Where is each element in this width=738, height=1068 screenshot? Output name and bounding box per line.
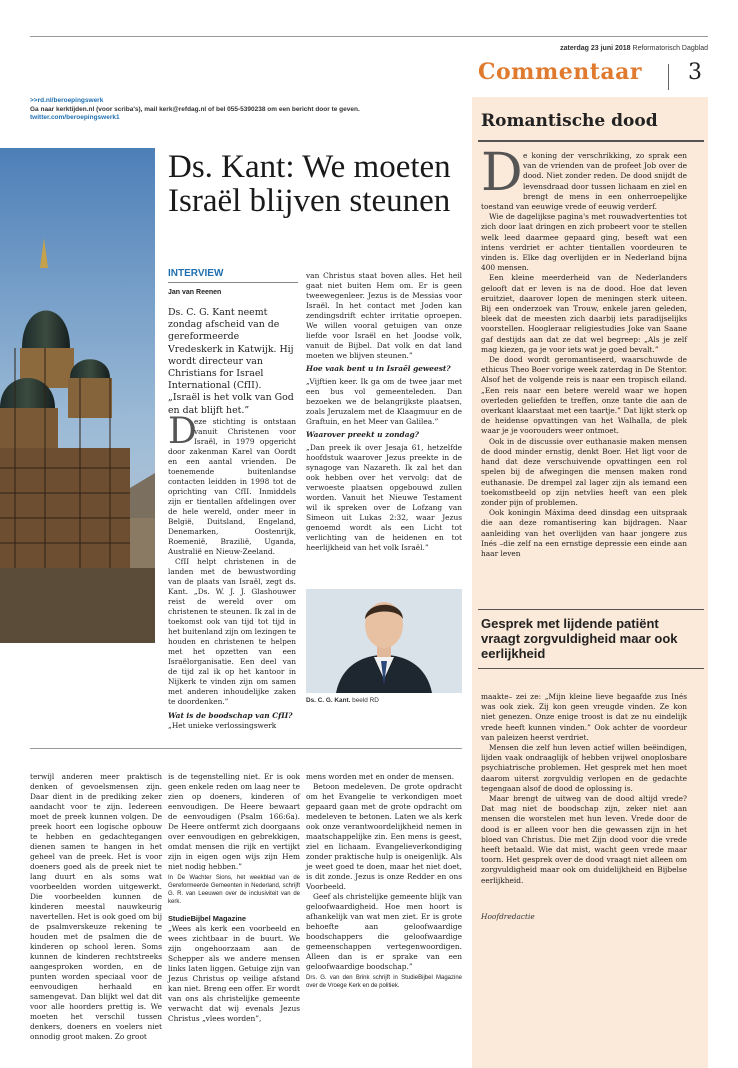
commentary-paragraph: Ook in de discussie over euthanasie maken mensen de dood minder ernstig, denkt Boer. Het ligt voor de hand dat deze verschuivende opvattingen een rol spelen bij de afwegingen die mensen maken rond euthanasie. De drempel zal lager zijn als iemand een toekomstbeeld op zijn netvlies heeft van een plek zonder pijn of problemen. <box>481 436 687 507</box>
commentary-paragraph: Ook koningin Máxima deed dinsdag een uitspraak die aan deze romantisering kan bijdragen. Naar aanleiding van het overlijden van haar jongere zus Inés –die zelf na een ernstige depressie een einde aan haar leven <box>481 508 687 558</box>
byline: Jan van Reenen <box>168 289 222 296</box>
commentary-paragraph: Mensen die zelf hun leven actief willen beëindigen, lijden vaak ondraaglijk of hebben vrijwel onoplosbare psychiatrische problemen. Het gesprek met hen moet daarom uiterst zorgvuldig verlopen en de gedachte tegengaan alsof de dood de oplossing is. <box>481 743 687 793</box>
col1-paragraph: eze stichting is ontstaan vanuit Christenen voor Israël, in 1979 opgericht door zakenman Karel van Oordt en een aantal vrienden. De toenemende buitenlandse contacten leidden in 1998 tot de oprichting van CfII. Inmiddels zijn er tientallen afdelingen over de hele wereld, onder meer in België, Duitsland, Engeland, Denemarken, Oostenrijk, Roemenië, Brazilië, Uganda, Australië en Nieuw-Zeeland. <box>168 417 296 556</box>
col2-paragraph: van Christus staat boven alles. Het heil gaat niet buiten Hem om. Er is geen tweewegenleer. Jezus is de Messias voor Israël. In het contact met Joden kan zendingsdrift echter irritatie oproepen. We willen vooral getuigen van onze liefde voor Israël en het Joodse volk, vanuit de Bijbel. Dat volk en dat land moeten we blijven steunen.” <box>306 271 462 360</box>
caption-name: Ds. C. G. Kant. <box>306 697 351 704</box>
col2-paragraph: „Dan preek ik over Jesaja 61, hetzelfde hoofdstuk waarover Jezus preekte in de synagoge van Nazareth. Ik zal het dan ook hebben over het vervolg: dat de verwoeste plaatsen opgebouwd zullen worden. Vanuit het Nieuwe Testament wil ik spreken over de Lofzang van Simeon uit Lukas 2:32, waar Jezus genoemd wordt als een Licht tot verlichting van de heidenen en tot heerlijkheid van het volk Israël.” <box>306 443 462 552</box>
bottom-paragraph: „Wees als kerk een voorbeeld en wees zichtbaar in de buurt. We zijn ongehoorzaam aan de Schepper als we andere mensen links laten liggen. Getuige zijn van Jezus Christus op veilige afstand kan niet. Breng een offer. Er wordt van ons als christelijke gemeente verwacht dat wij evenals Jezus Christus „vlees worden”, <box>168 924 300 1023</box>
commentary-paragraph: Een kleine meerderheid van de Nederlanders gelooft dat er leven is na de dood. Hoe dat leven eruitziet, daarover lopen de meningen sterk uiteen. Bij een onderzoek van Trouw, enkele jaren geleden, bleek dat de meesten zich daarbij iets paradijselijks voorstellen. Hoogleraar religiestudies Joke van Saane gaf destijds aan dat ze dat wel begreep: „Als je zelf mag kiezen, ga je voor iets wat je goed bevalt.” <box>481 273 687 354</box>
section-separator <box>668 64 669 90</box>
commentary-drop-cap: D <box>481 143 523 203</box>
date: zaterdag 23 juni 2018 <box>560 45 631 52</box>
article-column-2 <box>306 271 462 556</box>
interview-question: Wat is de boodschap van CfII? <box>168 711 293 720</box>
drop-cap: D <box>168 411 197 452</box>
subheading: StudieBijbel Magazine <box>168 914 247 923</box>
commentary-signature: Hoofdredactie <box>481 912 535 921</box>
bottom-paragraph: Geef als christelijke gemeente blijk van geloofwaardigheid. Hoe men hoort is afhankelijk van wat men ziet. Er is grote behoefte aan geloofwaardige boodschappers die geloofwaardige gemeenschappen vertegenwoordigen. Alleen dan is er sprake van een geloofwaardige boodschap.” <box>306 892 462 971</box>
source-note: In De Wachter Sions, het weekblad van de Gereformeerde Gemeenten in Nederland, schrijft G. R. van Leeuwen over de inclusiviteit van de kerk. <box>168 875 300 905</box>
commentary-text-2 <box>481 692 687 886</box>
header-dateline <box>560 45 708 52</box>
bottom-rule <box>30 748 462 749</box>
commentary-text <box>481 143 687 559</box>
bottom-column-1 <box>30 772 162 1042</box>
commentary-paragraph: De dood wordt geromantiseerd, waarschuwde de ethicus Theo Boer vorige week zaterdag in De Stentor. Alsof het de volgende reis is naar een tropisch eiland. „Een reis naar een betere wereld waar we hopen overleden geliefden te treffen, onze tante die aan de overkant klaarstaat met een taartje.” Dat lijkt sterk op de heidense opvattingen van het Walhalla, de plek waar je je voorouders weer ontmoet. <box>481 355 687 436</box>
commentary-paragraph: Maar brengt de uitweg van de dood altijd vrede? Dat mag niet de boodschap zijn, zeker niet aan mensen die worstelen met hun leven. Vrede door de dood is er alleen voor hen die gewassen zijn in het bloed van Christus. Die met Zijn dood voor die vrede heeft betaald. Wie dat mist, wacht geen vrede maar toorn. Het gesprek over de dood vraagt niet alleen om zorgvuldigheid maar ook om duidelijkheid en Bijbelse eerlijkheid. <box>481 794 687 885</box>
church-illustration <box>0 148 155 643</box>
commentary-rule <box>478 609 704 610</box>
bottom-paragraph: mens worden met en onder de mensen. <box>306 772 455 781</box>
twitter-link[interactable]: twitter.com/beroepingswerk1 <box>30 114 120 121</box>
commentary-paragraph: e koning der verschrikking, zo sprak een van de vrienden van de profeet Job over de dood. Niet zonder reden. De dood snijdt de levensdraad door tussen lichaam en ziel en brengt de mens in een onherroepelijke toestand van eeuwige vrede of eeuwig verderf. <box>481 151 687 212</box>
header-rule <box>30 36 708 37</box>
note-text: Ga naar kerktijden.nl (voor scriba's), mail kerk@refdag.nl of bel 055-5390238 om een bericht door te geven. <box>30 105 360 113</box>
rd-link[interactable]: >>rd.nl/beroepingswerk <box>30 97 104 104</box>
paper-name: Reformatorisch Dagblad <box>632 45 708 52</box>
col1-paragraph: „Het unieke verlossingswerk <box>168 721 277 730</box>
commentary-paragraph: maakte– zei ze: „Mijn kleine lieve begaafde zus Inés was ook ziek. Zij kon geen vreugde vinden. Ze kon niet genezen. Onze enige troost is dat ze nu eindelijk vrede heeft kunnen vinden.” Ook achter de voordeur van paleizen heerst verdriet. <box>481 692 687 742</box>
bottom-paragraph: Betoon medeleven. De grote opdracht om het Evangelie te verkondigen moet gepaard gaan met de grote opdracht om medeleven te betonen. Laten we als kerk ook onze verantwoordelijkheid nemen in maatschappelijke zin. Een mens is geest, ziel en lichaam. Evangelieverkondiging zonder praktische hulp is oneigenlijk. Als je weet goed te doen, maar het niet doet, is dit zonde. Jezus is onze Redder en ons Voorbeeld. <box>306 782 462 891</box>
church-photo <box>0 148 155 643</box>
bottom-column-2 <box>168 772 300 1024</box>
interview-label: INTERVIEW <box>168 268 224 279</box>
beroepingswerk-note <box>30 97 450 123</box>
label-rule <box>168 282 298 283</box>
commentary-title: Romantische dood <box>481 111 658 131</box>
col2-paragraph: „Vijftien keer. Ik ga om de twee jaar met een bus vol gemeenteleden. Dan bezoeken we de belangrijkste plaatsen, zoals Jeruzalem met de Klaagmuur en de Graftuin, en het Meer van Galilea.” <box>306 377 462 426</box>
commentary-paragraph: Wie de dagelijkse pagina's met rouwadvertenties tot zich door laat dringen en zich probeert voor te stellen welk leed daarmee gepaard ging, beseft wat een intens verdriet er achter tientallen voordeuren te vinden is. Elke dag overlijden er in Nederland bijna 400 mensen. <box>481 212 687 273</box>
section-title: Commentaar <box>478 59 642 85</box>
commentary-rule <box>478 668 704 669</box>
interview-question: Hoe vaak bent u in Israël geweest? <box>306 364 451 373</box>
col1-paragraph: CfII helpt christenen in de landen met de bewustwording van de plaats van Israël, zegt ds. Kant. „Ds. W. J. J. Glashouwer reist de wereld over om christenen te steunen. Ik zal in de toekomst ook van tijd tot tijd in het buitenland zijn om lezingen te houden en christenen te helpen met het opzetten van een Israëlorganisatie. Een deel van de tijd zal ik op het kantoor in Nijkerk te vinden zijn om samen met anderen inhoudelijke zaken te doordenken.” <box>168 557 296 706</box>
page-number: 3 <box>688 60 702 85</box>
interview-question: Waarover preekt u zondag? <box>306 430 419 439</box>
article-intro: Ds. C. G. Kant neemt zondag afscheid van de gereformeerde Vredeskerk in Katwijk. Hij wordt directeur van Christians for Israel International (CfII). „Israël is het volk van God en dat blijft het.” <box>168 307 294 416</box>
bottom-column-3 <box>306 772 462 998</box>
portrait-photo <box>306 589 462 693</box>
source-note: Drs. G. van den Brink schrijft in StudieBijbel Magazine over de Vroege Kerk en de politiek. <box>306 975 462 989</box>
commentary-rule <box>478 140 704 142</box>
portrait-illustration <box>306 589 462 693</box>
commentary-subtitle: Gesprek met lijdende patiënt vraagt zorgvuldigheid maar ook eerlijkheid <box>481 616 678 661</box>
bottom-paragraph: is de tegenstelling niet. Er is ook geen enkele reden om laag neer te zien op doeners, kinderen of eenvoudigen. De Heere bewaart de eenvoudigen (Psalm 166:6a). De Heere ontfermt zich doorgaans over eenvoudigen en gebrekkigen, omdat mensen die rijk en vertijkt zijn in eigen ogen wijs zijn Hem niet nodig hebben.” <box>168 772 300 871</box>
article-column-1 <box>168 411 296 731</box>
article-headline: Ds. Kant: We moeten Israël blijven steunen <box>168 149 451 219</box>
portrait-caption <box>306 697 379 704</box>
caption-credit: beeld RD <box>352 697 379 704</box>
bottom-paragraph: terwijl anderen meer praktisch denken of gevoelsmensen zijn. Daar dient in de prediking zeker aandacht voor te zijn. Iedereen moet de preek kunnen volgen. De preek hoort een logische opbouw te hebben en gedachtegangen dienen samen te hangen in het geheel van de preek. Het is voor doeners goed als de preek niet te lang duurt en als soms wat voorbeelden worden uitgewerkt. Die voorbeelden kunnen de kinderen meestal nauwkeurig navertellen. Het is ook goed om bij de psalmverskeuze rekening te houden met de psalmen die de kinderen op school leren. Soms kunnen de kinderen rechtstreeks aangesproken worden, en de punten worden speciaal voor de eenvoudigen herhaald en samengevat. Dan blijkt wel dat dit voor alle hoorders prettig is. We moeten het verschil tussen denkers, doeners en voelers niet onnodig groot maken. Zo groot <box>30 772 162 1041</box>
